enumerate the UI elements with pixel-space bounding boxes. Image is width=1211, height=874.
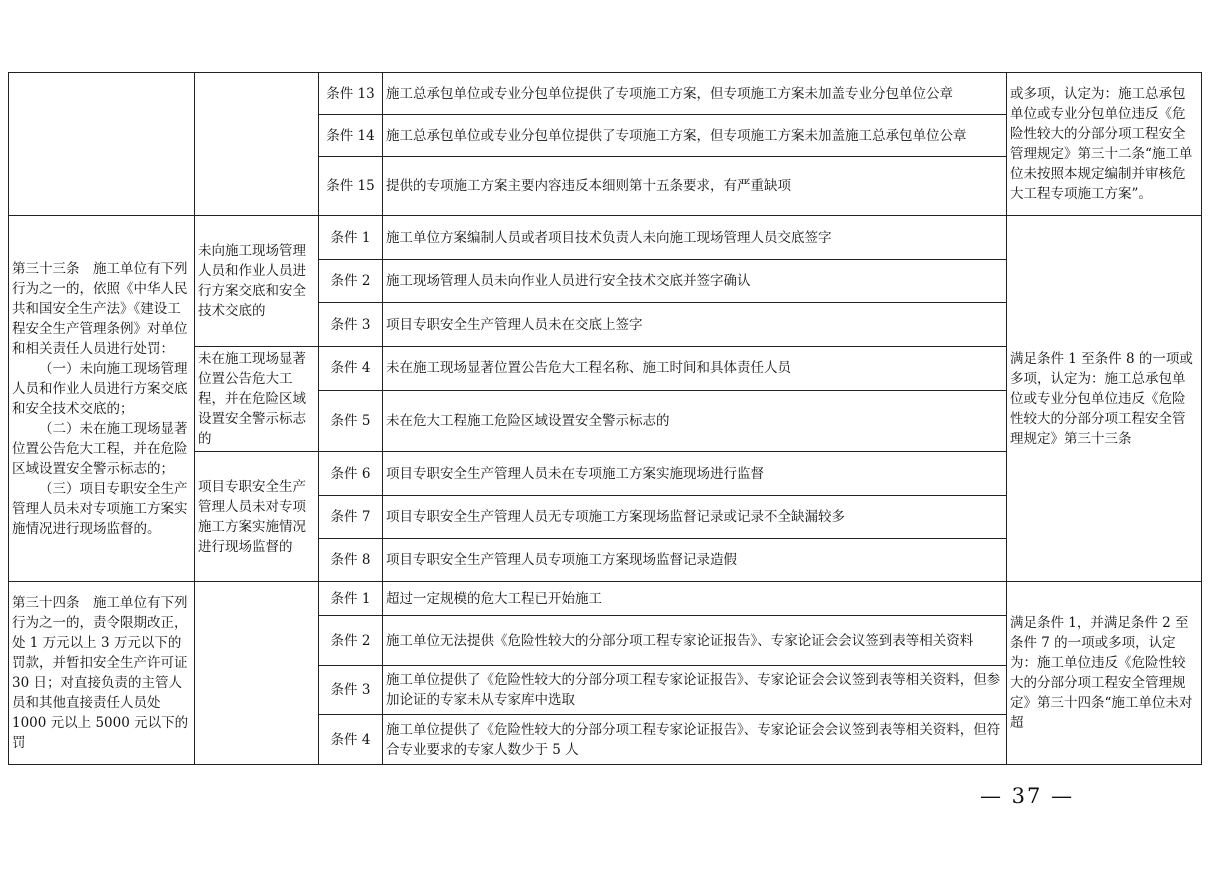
condition-description: 项目专职安全生产管理人员未在交底上签字 bbox=[383, 303, 1007, 347]
condition-label: 条件 3 bbox=[319, 303, 383, 347]
page-number: — 37 — bbox=[980, 784, 1075, 808]
conclusion-cell: 满足条件 1，并满足条件 2 至条件 7 的一项或多项，认定为：施工单位违反《危险性较大的分部分项工程安全管理规定》第三十四条“施工单位未对超 bbox=[1007, 582, 1202, 765]
condition-label: 条件 4 bbox=[319, 347, 383, 391]
condition-description: 提供的专项施工方案主要内容违反本细则第十五条要求，有严重缺项 bbox=[383, 157, 1007, 216]
condition-description: 项目专职安全生产管理人员专项施工方案现场监督记录造假 bbox=[383, 539, 1007, 582]
condition-label: 条件 3 bbox=[319, 666, 383, 715]
condition-description: 施工单位无法提供《危险性较大的分部分项工程专家论证报告》、专家论证会会议签到表等相关资料 bbox=[383, 616, 1007, 666]
condition-label: 条件 2 bbox=[319, 260, 383, 303]
table-row bbox=[9, 216, 1202, 260]
condition-description: 施工单位提供了《危险性较大的分部分项工程专家论证报告》、专家论证会会议签到表等相关资料，但符合专业要求的专家人数少于 5 人 bbox=[383, 715, 1007, 765]
condition-description: 超过一定规模的危大工程已开始施工 bbox=[383, 582, 1007, 616]
condition-description: 项目专职安全生产管理人员未在专项施工方案实施现场进行监督 bbox=[383, 452, 1007, 496]
article-33-cell bbox=[9, 216, 195, 582]
condition-description: 施工总承包单位或专业分包单位提供了专项施工方案，但专项施工方案未加盖施工总承包单位公章 bbox=[383, 115, 1007, 157]
category-cell: 未向施工现场管理人员和作业人员进行方案交底和安全技术交底的 bbox=[195, 216, 319, 347]
article-33-intro: 第三十三条 施工单位有下列行为之一的，依照《中华人民共和国安全生产法》《建设工程安全生产管理条例》对单位和相关责任人员进行处罚： bbox=[12, 260, 188, 357]
condition-label: 条件 7 bbox=[319, 496, 383, 539]
article-33-item-3: （三）项目专职安全生产管理人员未对专项施工方案实施情况进行现场监督的。 bbox=[12, 480, 188, 537]
condition-label: 条件 5 bbox=[319, 390, 383, 451]
category-cell: 未在施工现场显著位置公告危大工程，并在危险区域设置安全警示标志的 bbox=[195, 347, 319, 452]
conclusion-cell: 或多项，认定为：施工总承包单位或专业分包单位违反《危险性较大的分部分项工程安全管理规定》第三十二条“施工单位未按照本规定编制并审核危大工程专项施工方案”。 bbox=[1007, 73, 1202, 216]
table-row bbox=[9, 73, 1202, 115]
condition-description: 项目专职安全生产管理人员无专项施工方案现场监督记录或记录不全缺漏较多 bbox=[383, 496, 1007, 539]
condition-label: 条件 2 bbox=[319, 616, 383, 666]
table-row bbox=[9, 582, 1202, 616]
category-cell-empty bbox=[195, 73, 319, 216]
article-34-cell: 第三十四条 施工单位有下列行为之一的，责令限期改正，处 1 万元以上 3 万元以下的罚款，并暂扣安全生产许可证 30 日；对直接负责的主管人员和其他直接责任人员处 1000 元以上 5000 元以下的罚 bbox=[9, 582, 195, 765]
article-33-item-1: （一）未向施工现场管理人员和作业人员进行方案交底和安全技术交底的； bbox=[12, 360, 188, 417]
article-33-item-2: （二）未在施工现场显著位置公告危大工程，并在危险区域设置安全警示标志的； bbox=[12, 420, 188, 477]
conclusion-cell: 满足条件 1 至条件 8 的一项或多项，认定为：施工总承包单位或专业分包单位违反《危险性较大的分部分项工程安全管理规定》第三十三条 bbox=[1007, 216, 1202, 582]
penalty-table bbox=[8, 72, 1202, 765]
clause-cell-empty bbox=[9, 73, 195, 216]
condition-description: 施工单位提供了《危险性较大的分部分项工程专家论证报告》、专家论证会会议签到表等相关资料，但参加论证的专家未从专家库中选取 bbox=[383, 666, 1007, 715]
condition-label: 条件 13 bbox=[319, 73, 383, 115]
condition-label: 条件 1 bbox=[319, 582, 383, 616]
condition-label: 条件 8 bbox=[319, 539, 383, 582]
condition-description: 未在危大工程施工危险区域设置安全警示标志的 bbox=[383, 390, 1007, 451]
condition-label: 条件 1 bbox=[319, 216, 383, 260]
condition-description: 施工现场管理人员未向作业人员进行安全技术交底并签字确认 bbox=[383, 260, 1007, 303]
condition-label: 条件 14 bbox=[319, 115, 383, 157]
condition-description: 施工总承包单位或专业分包单位提供了专项施工方案，但专项施工方案未加盖专业分包单位公章 bbox=[383, 73, 1007, 115]
category-cell-empty bbox=[195, 582, 319, 765]
condition-description: 未在施工现场显著位置公告危大工程名称、施工时间和具体责任人员 bbox=[383, 347, 1007, 391]
condition-label: 条件 4 bbox=[319, 715, 383, 765]
condition-description: 施工单位方案编制人员或者项目技术负责人未向施工现场管理人员交底签字 bbox=[383, 216, 1007, 260]
condition-label: 条件 15 bbox=[319, 157, 383, 216]
condition-label: 条件 6 bbox=[319, 452, 383, 496]
category-cell: 项目专职安全生产管理人员未对专项施工方案实施情况进行现场监督的 bbox=[195, 452, 319, 582]
